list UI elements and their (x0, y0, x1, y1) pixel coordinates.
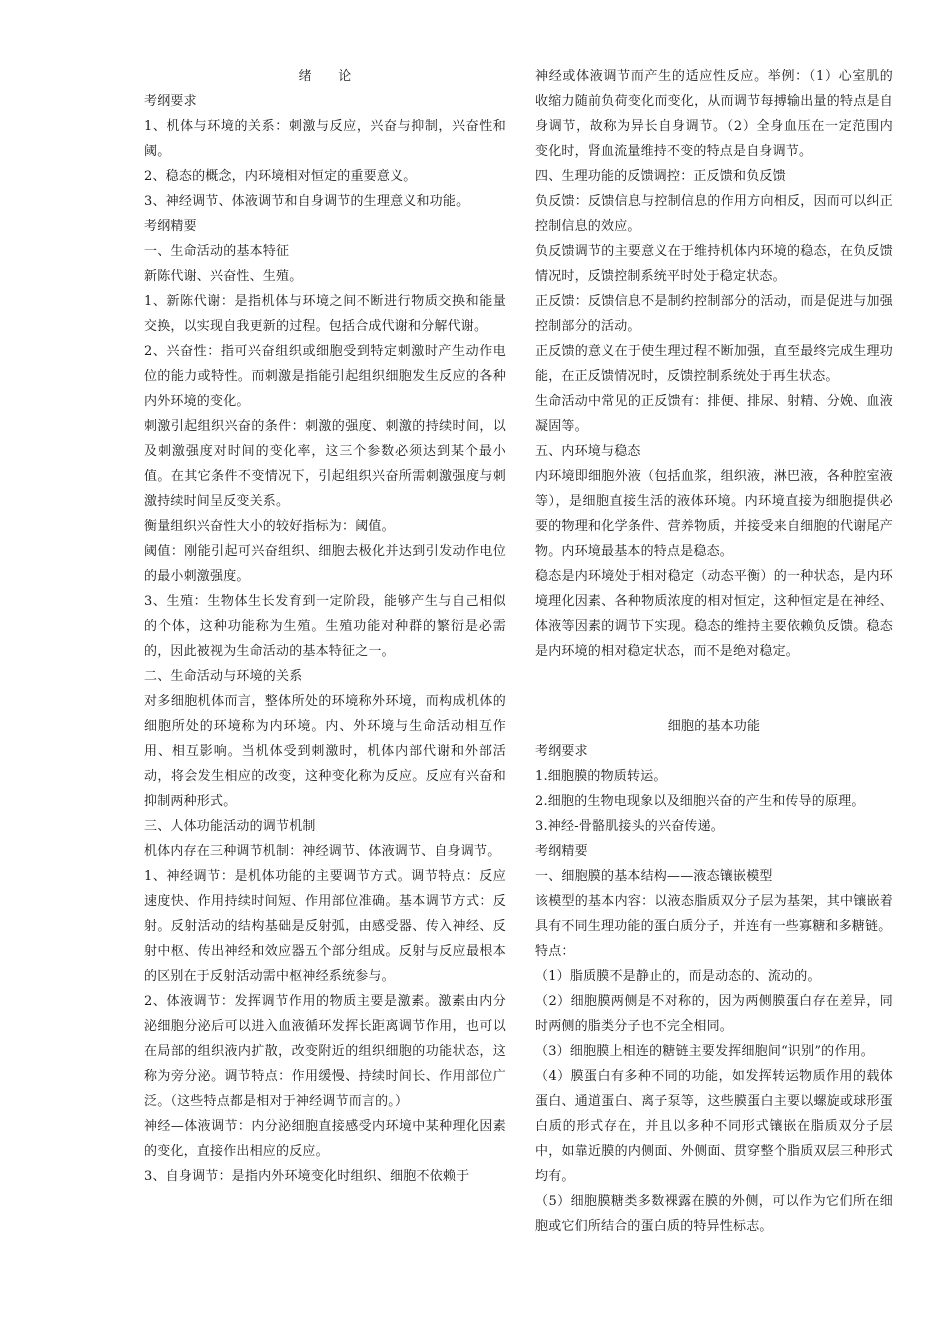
right-column (535, 64, 893, 1239)
paragraph: 1、新陈代谢：是指机体与环境之间不断进行物质交换和能量交换，以实现自我更新的过程。包括合成代谢和分解代谢。 (144, 294, 506, 334)
paragraph: 2.细胞的生物电现象以及细胞兴奋的产生和传导的原理。 (535, 794, 865, 809)
left-column (144, 64, 506, 1189)
paragraph: 生命活动中常见的正反馈有：排便、排尿、射精、分娩、血液凝固等。 (535, 394, 893, 434)
paragraph: 稳态是内环境处于相对稳定（动态平衡）的一种状态，是内环境理化因素、各种物质浓度的相对恒定，这种恒定是在神经、体液等因素的调节下实现。稳态的维持主要依赖负反馈。稳态是内环境的相对稳定状态，而不是绝对稳定。 (535, 569, 893, 659)
paragraph: 该模型的基本内容：以液态脂质双分子层为基架，其中镶嵌着具有不同生理功能的蛋白质分子，并连有一些寡糖和多糖链。 (535, 894, 893, 934)
heading-exam-essentials: 考纲精要 (144, 219, 197, 234)
paragraph: 1.细胞膜的物质转运。 (535, 769, 667, 784)
paragraph: 负反馈：反馈信息与控制信息的作用方向相反，因而可以纠正控制信息的效应。 (535, 194, 893, 234)
heading-exam-requirements: 考纲要求 (535, 744, 588, 759)
paragraph: 机体内存在三种调节机制：神经调节、体液调节、自身调节。 (144, 844, 501, 859)
paragraph: 阈值：刚能引起可兴奋组织、细胞去极化并达到引发动作电位的最小刺激强度。 (144, 544, 506, 584)
paragraph: 1、神经调节：是机体功能的主要调节方式。调节特点：反应速度快、作用持续时间短、作用部位准确。基本调节方式：反射。反射活动的结构基础是反射弧，由感受器、传入神经、反射中枢、传出神经和效应器五个部分组成。反射与反应最根本的区别在于反射活动需中枢神经系统参与。 (144, 869, 506, 984)
paragraph: 正反馈的意义在于使生理过程不断加强，直至最终完成生理功能，在正反馈情况时，反馈控制系统处于再生状态。 (535, 344, 893, 384)
paragraph: 负反馈调节的主要意义在于维持机体内环境的稳态，在负反馈情况时，反馈控制系统平时处于稳定状态。 (535, 244, 893, 284)
list-item: （3）细胞膜上相连的糖链主要发挥细胞间“识别”的作用。 (535, 1044, 874, 1059)
heading-exam-requirements: 考纲要求 (144, 94, 197, 109)
list-item: （2）细胞膜两侧是不对称的，因为两侧膜蛋白存在差异，同时两侧的脂类分子也不完全相同。 (535, 994, 893, 1034)
list-item: （1）脂质膜不是静止的，而是动态的、流动的。 (535, 969, 821, 984)
paragraph: 2、稳态的概念，内环境相对恒定的重要意义。 (144, 169, 417, 184)
paragraph: 刺激引起组织兴奋的条件：刺激的强度、刺激的持续时间，以及刺激强度对时间的变化率，这三个参数必须达到某个最小值。在其它条件不变情况下，引起组织兴奋所需刺激强度与刺激持续时间呈反变关系。 (144, 419, 506, 509)
subheading: 五、内环境与稳态 (535, 444, 641, 459)
paragraph: 特点： (535, 944, 575, 959)
subheading: 一、生命活动的基本特征 (144, 244, 290, 259)
paragraph: 正反馈：反馈信息不是制约控制部分的活动，而是促进与加强控制部分的活动。 (535, 294, 893, 334)
heading-exam-essentials: 考纲精要 (535, 844, 588, 859)
section-title-introduction: 绪 论 (298, 69, 352, 84)
paragraph: 衡量组织兴奋性大小的较好指标为：阈值。 (144, 519, 395, 534)
list-item: （4）膜蛋白有多种不同的功能，如发挥转运物质作用的载体蛋白、通道蛋白、离子泵等，这些膜蛋白主要以螺旋或球形蛋白质的形式存在，并且以多种不同形式镶嵌在脂质双分子层中，如靠近膜的内侧面、外侧面、贯穿整个脂质双层三种形式均有。 (535, 1069, 893, 1184)
subheading: 一、细胞膜的基本结构——液态镶嵌模型 (535, 869, 773, 884)
paragraph: 1、机体与环境的关系：刺激与反应，兴奋与抑制，兴奋性和阈。 (144, 119, 506, 159)
paragraph: 3、自身调节：是指内外环境变化时组织、细胞不依赖于 (144, 1169, 470, 1184)
paragraph: 神经或体液调节而产生的适应性反应。举例：（1）心室肌的收缩力随前负荷变化而变化，从而调节每搏输出量的特点是自身调节，故称为异长自身调节。（2）全身血压在一定范围内变化时，肾血流量维持不变的特点是自身调节。 (535, 69, 893, 159)
section-title-cell-functions: 细胞的基本功能 (667, 719, 761, 734)
list-item: （5）细胞膜糖类多数裸露在膜的外侧，可以作为它们所在细胞或它们所结合的蛋白质的特异性标志。 (535, 1194, 893, 1234)
subheading: 二、生命活动与环境的关系 (144, 669, 303, 684)
paragraph: 内环境即细胞外液（包括血浆，组织液，淋巴液，各种腔室液等），是细胞直接生活的液体环境。内环境直接为细胞提供必要的物理和化学条件、营养物质，并接受来自细胞的代谢尾产物。内环境最基本的特点是稳态。 (535, 469, 893, 559)
paragraph: 2、体液调节：发挥调节作用的物质主要是激素。激素由内分泌细胞分泌后可以进入血液循环发挥长距离调节作用，也可以在局部的组织液内扩散，改变附近的组织细胞的功能状态，这称为旁分泌。调节特点：作用缓慢、持续时间长、作用部位广泛。（这些特点都是相对于神经调节而言的。） (144, 994, 506, 1109)
paragraph: 对多细胞机体而言，整体所处的环境称外环境，而构成机体的细胞所处的环境称为内环境。内、外环境与生命活动相互作用、相互影响。当机体受到刺激时，机体内部代谢和外部活动，将会发生相应的改变，这种变化称为反应。反应有兴奋和抑制两种形式。 (144, 694, 506, 809)
paragraph: 2、兴奋性：指可兴奋组织或细胞受到特定刺激时产生动作电位的能力或特性。而刺激是指能引起组织细胞发生反应的各种内外环境的变化。 (144, 344, 506, 409)
subheading: 三、人体功能活动的调节机制 (144, 819, 316, 834)
paragraph: 新陈代谢、兴奋性、生殖。 (144, 269, 303, 284)
paragraph: 3、生殖：生物体生长发育到一定阶段，能够产生与自己相似的个体，这种功能称为生殖。生殖功能对种群的繁衍是必需的，因此被视为生命活动的基本特征之一。 (144, 594, 506, 659)
paragraph: 3.神经-骨骼肌接头的兴奋传递。 (535, 819, 724, 834)
subheading: 四、生理功能的反馈调控：正反馈和负反馈 (535, 169, 786, 184)
paragraph: 神经—体液调节：内分泌细胞直接感受内环境中某种理化因素的变化，直接作出相应的反应。 (144, 1119, 506, 1159)
section-gap (535, 664, 893, 714)
paragraph: 3、神经调节、体液调节和自身调节的生理意义和功能。 (144, 194, 470, 209)
